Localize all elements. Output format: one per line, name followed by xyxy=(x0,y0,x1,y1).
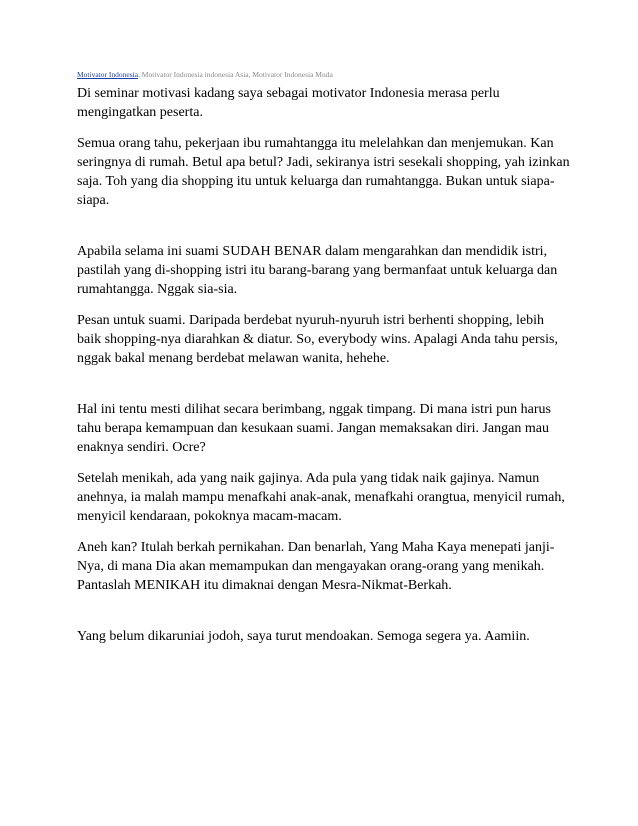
paragraph: Semua orang tahu, pekerjaan ibu rumahtangga itu melelahkan dan menjemukan. Kan seringnya di rumah. Betul apa betul? Jadi, sekiranya istri sesekali shopping, yah izinkan saja. Toh yang dia shopping itu untuk keluarga dan rumahtangga. Bukan untuk siapa-siapa. xyxy=(77,136,570,208)
paragraph: Apabila selama ini suami SUDAH BENAR dalam mengarahkan dan mendidik istri, pastilah yang di-shopping istri itu barang-barang yang bermanfaat untuk keluarga dan rumahtangga. Nggak sia-sia. xyxy=(77,244,558,297)
tag-line xyxy=(77,70,571,80)
document-page xyxy=(77,70,571,646)
paragraph: Setelah menikah, ada yang naik gajinya. Ada pula yang tidak naik gajinya. Namun anehnya, ia malah mampu menafkahi anak-anak, menafkahi orangtua, menyicil rumah, menyicil kendaraan, pokoknya macam-macam. xyxy=(77,471,565,524)
paragraph: Aneh kan? Itulah berkah pernikahan. Dan benarlah, Yang Maha Kaya menepati janji-Nya, di mana Dia akan memampukan dan mengayakan orang-orang yang menikah. Pantaslah MENIKAH itu dimaknai dengan Mesra-Nikmat-Berkah. xyxy=(77,540,555,593)
paragraph: Hal ini tentu mesti dilihat secara berimbang, nggak timpang. Di mana istri pun harus tahu berapa kemampuan dan kesukaan suami. Jangan memaksakan diri. Jangan mau enaknya sendiri. Ocre? xyxy=(77,402,551,455)
paragraph: Pesan untuk suami. Daripada berdebat nyuruh-nyuruh istri berhenti shopping, lebih baik shopping-nya diarahkan & diatur. So, everybody wins. Apalagi Anda tahu persis, nggak bakal menang berdebat melawan wanita, hehehe. xyxy=(77,313,558,366)
tag-list-text: , Motivator Indonesia indonesia Asia, Motivator Indonesia Muda xyxy=(138,70,333,79)
tag-link-motivator-indonesia[interactable]: Motivator Indonesia xyxy=(77,70,139,79)
paragraph: Yang belum dikaruniai jodoh, saya turut mendoakan. Semoga segera ya. Aamiin. xyxy=(77,629,530,644)
paragraph: Di seminar motivasi kadang saya sebagai motivator Indonesia merasa perlu mengingatkan peserta. xyxy=(77,86,500,120)
